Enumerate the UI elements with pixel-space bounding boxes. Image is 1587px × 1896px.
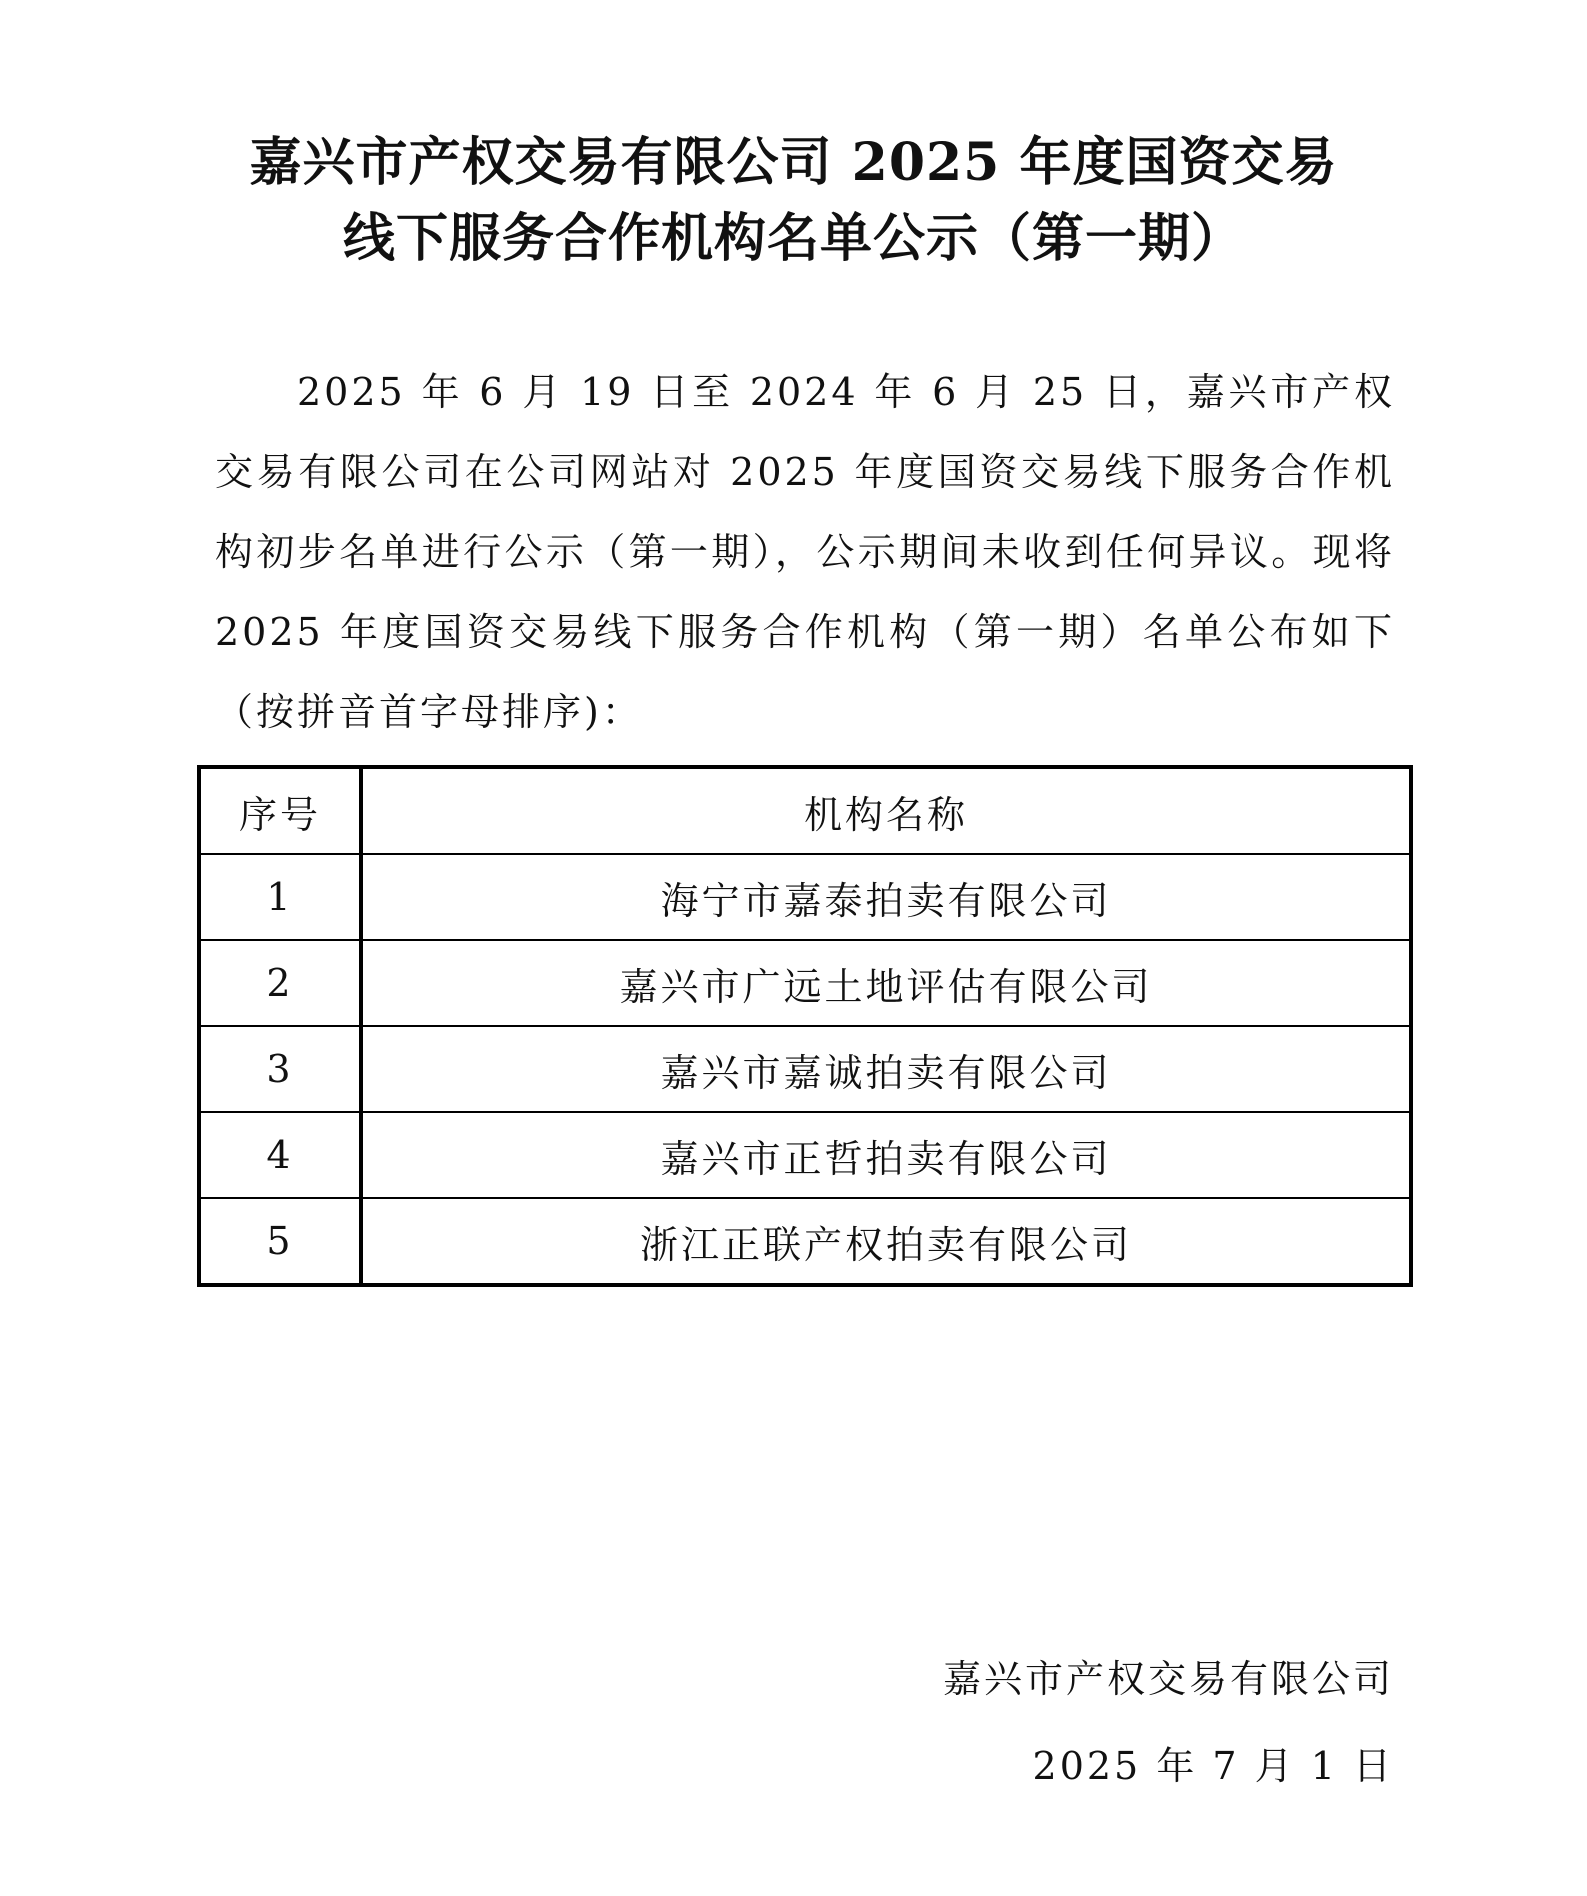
- organization-name: 嘉兴市广远土地评估有限公司: [361, 940, 1411, 1026]
- header-serial-number: 序号: [199, 767, 361, 854]
- row-number: 4: [199, 1112, 361, 1198]
- row-number: 5: [199, 1198, 361, 1285]
- organization-name: 浙江正联产权拍卖有限公司: [361, 1198, 1411, 1285]
- header-organization-name: 机构名称: [361, 767, 1411, 854]
- table-row: [199, 1112, 1411, 1198]
- signature-date: 2025 年 7 月 1 日: [1032, 1744, 1394, 1788]
- table-row: [199, 854, 1411, 940]
- row-number: 3: [199, 1026, 361, 1112]
- table-row: [199, 1026, 1411, 1112]
- table-row: [199, 1198, 1411, 1285]
- row-number: 1: [199, 854, 361, 940]
- organization-name: 海宁市嘉泰拍卖有限公司: [361, 854, 1411, 940]
- table-row: [199, 940, 1411, 1026]
- organization-name: 嘉兴市正哲拍卖有限公司: [361, 1112, 1411, 1198]
- title-line-2: 线下服务合作机构名单公示（第一期）: [342, 208, 1244, 269]
- signature-organization: 嘉兴市产权交易有限公司: [942, 1657, 1394, 1701]
- organization-table: [197, 765, 1413, 1287]
- organization-name: 嘉兴市嘉诚拍卖有限公司: [361, 1026, 1411, 1112]
- row-number: 2: [199, 940, 361, 1026]
- document-title: [160, 125, 1427, 277]
- announcement-paragraph: 2025 年 6 月 19 日至 2024 年 6 月 25 日，嘉兴市产权交易有限公司在公司网站对 2025 年度国资交易线下服务合作机构初步名单进行公示（第一期），公示期间未收到任何异议。现将 2025 年度国资交易线下服务合作机构（第一期）名单公布如下（按拼音首字母排序)：: [215, 370, 1395, 734]
- title-line-1: 嘉兴市产权交易有限公司 2025 年度国资交易: [249, 132, 1338, 193]
- table-header-row: [199, 767, 1411, 854]
